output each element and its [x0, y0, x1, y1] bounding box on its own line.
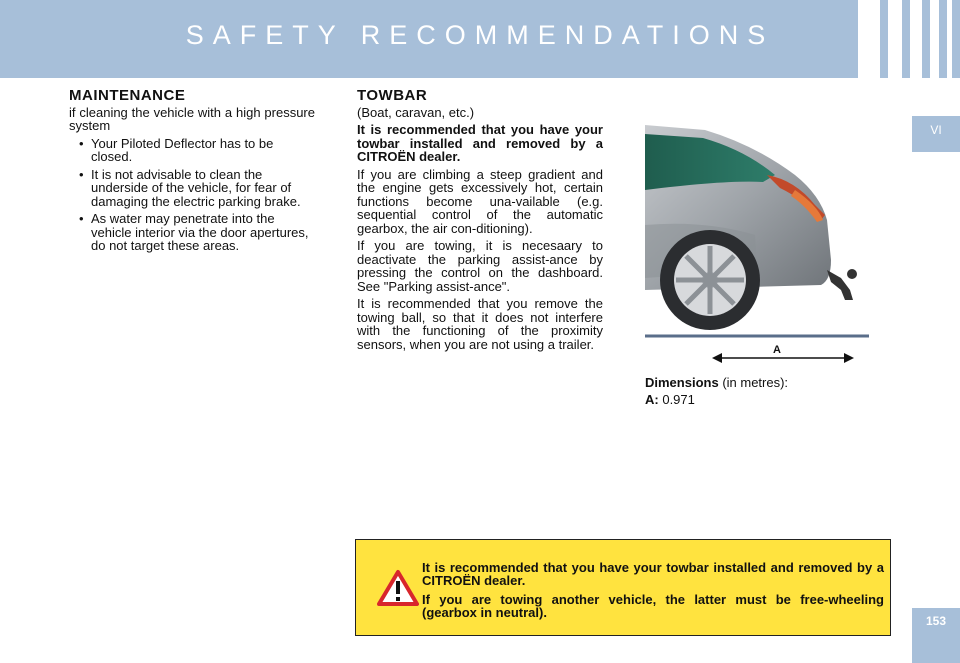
dimension-arrow-icon [712, 352, 854, 364]
warning-triangle-icon [377, 569, 419, 607]
maintenance-list [69, 137, 315, 253]
dimensions-label: Dimensions [645, 375, 719, 390]
towbar-section [357, 89, 603, 355]
page-title: SAFETY RECOMMENDATIONS [185, 20, 775, 50]
dimension-a-label: A: [645, 392, 659, 407]
list-item: • It is not advisable to clean the underside of the vehicle, for fear of damaging the electric parking brake. [69, 168, 315, 209]
header-band [0, 0, 960, 78]
chapter-tab: VI [912, 116, 960, 152]
towbar-heading: TOWBAR [357, 87, 428, 104]
dimension-marker-label: A [773, 344, 781, 356]
maintenance-heading: MAINTENANCE [69, 87, 186, 104]
warning-box [355, 539, 891, 636]
warning-text [422, 561, 884, 625]
list-item: • Your Piloted Deflector has to be closed. [69, 137, 315, 164]
towbar-subtitle: (Boat, caravan, etc.) [357, 104, 475, 120]
towbar-paragraph: If you are towing, it is necesaary to deactivate the parking assist-ance by pressing the control on the dashboard. See "Parking assist-ance". [357, 238, 603, 294]
towbar-paragraph: If you are climbing a steep gradient and the engine gets excessively hot, certain functions become una-vailable (e.g. sequential control of the automatic gearbox, the air con-ditioning). [357, 166, 603, 236]
towbar-paragraph: It is recommended that you remove the towing ball, so that it does not interfere with the functioning of the proximity sensors, when you are not using a trailer. [357, 296, 603, 352]
page-number: 153 [912, 608, 960, 663]
car-rear-towbar-illustration [645, 120, 869, 340]
list-item: • As water may penetrate into the vehicle interior via the door apertures, do not target these areas. [69, 212, 315, 253]
dimension-a-value: 0.971 [662, 392, 695, 407]
warning-line: It is recommended that you have your towbar installed and removed by a CITROËN dealer. [422, 560, 884, 588]
dimensions-unit: (in metres): [722, 375, 789, 390]
maintenance-intro: if cleaning the vehicle with a high pressure system [69, 104, 315, 133]
warning-line: If you are towing another vehicle, the latter must be free-wheeling (gearbox in neutral). [422, 592, 884, 620]
maintenance-section [69, 89, 315, 257]
dimensions-block [645, 374, 788, 408]
header-decoration [858, 0, 952, 78]
towbar-recommendation: It is recommended that you have your towbar installed and removed by a CITROËN dealer. [357, 122, 603, 164]
